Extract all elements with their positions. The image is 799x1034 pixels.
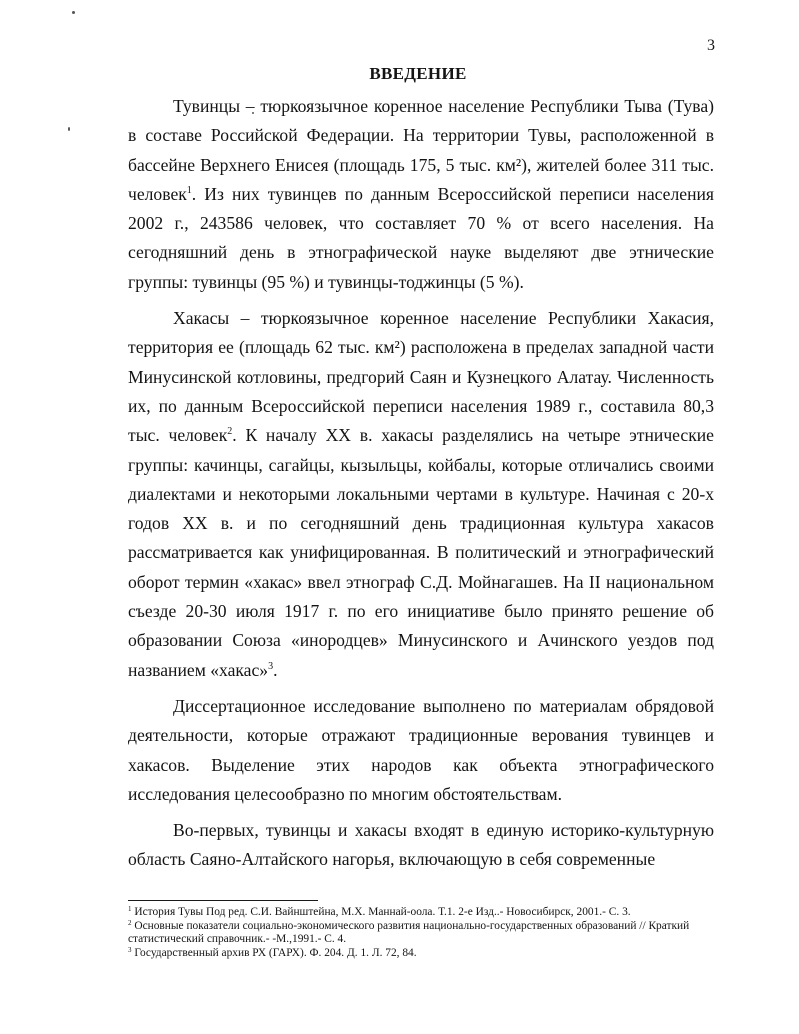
footnote-text: Основные показатели социально-экономического развития национально-государственных образований // Краткий статистический справочник.- -М.,1991.- С. 4.	[128, 919, 690, 945]
footnote-marker: 2	[128, 918, 132, 927]
footnote-reference: 2	[227, 426, 233, 438]
footnote	[128, 947, 718, 961]
paragraph	[128, 692, 714, 809]
paragraph-text: . К началу XX в. хакасы разделялись на четыре этнические группы: качинцы, сагайцы, кызыльцы, койбалы, которые отличались своими диалектами и некоторыми локальными чертами в культуре. Начиная с 20-х годов XX в. и по сегодняшний день традиционная культура хакасов рассматривается как унифицированная. В политический и этнографический оборот термин «хакас» ввел этнограф С.Д. Мойнагашев. На II национальном съезде 20-30 июля 1917 г. по его инициативе было принято решение об образовании Союза «инородцев» Минусинского и Ачинского уездов под названием «хакас»	[128, 425, 714, 680]
footnote-text: История Тувы Под ред. С.И. Вайнштейна, М.Х. Маннай-оола. Т.1. 2-е Изд..- Новосибирск, 2001.- С. 3.	[134, 906, 631, 918]
paragraph-text: Тувинцы – тюркоязычное коренное население Республики Тыва (Тува) в составе Российской Федерации. На территории Тувы, расположенной в бассейне Верхнего Енисея (площадь 175, 5 тыс. км²), жителей более 311 тыс. человек	[128, 96, 714, 204]
footnote-divider	[128, 900, 318, 901]
paragraph	[128, 304, 714, 685]
scan-speck	[72, 11, 75, 14]
footnote-marker: 1	[128, 905, 132, 913]
scan-speck	[68, 127, 70, 131]
paragraph	[128, 92, 714, 297]
paragraph-text: Хакасы – тюркоязычное коренное население Республики Хакасия, территория ее (площадь 62 тыс. км²) расположена в пределах западной части Минусинской котловины, предгорий Саян и Кузнецкого Алатау. Численность их, по данным Всероссийской переписи населения 1989 г., составила 80,3 тыс. человек	[128, 308, 714, 446]
footnote-text: Государственный архив РХ (ГАРХ). Ф. 204. Д. 1. Л. 72, 84.	[134, 946, 417, 959]
paragraph-text: . Из них тувинцев по данным Всероссийской переписи населения 2002 г., 243586 человек, что составляет 70 % от всего населения. На сегодняшний день в этнографической науке выделяют две этнические группы: тувинцы (95 %) и тувинцы-тоджинцы (5 %).	[128, 183, 714, 292]
footnote-marker: 3	[128, 945, 132, 954]
body-text	[128, 92, 714, 875]
page-title: ВВЕДЕНИЕ	[369, 64, 467, 83]
paragraph-text: .	[273, 659, 278, 680]
paragraph-text: Диссертационное исследование выполнено по материалам обрядовой деятельности, которые отражают традиционные верования тувинцев и хакасов. Выделение этих народов как объекта этнографического исследования целесообразно по многим обстоятельствам.	[128, 695, 714, 804]
footnote-reference: 1	[186, 184, 192, 196]
footnotes	[128, 906, 718, 960]
footnote	[128, 920, 718, 947]
footnote-reference: 3	[268, 660, 274, 672]
paragraph-text: Во-первых, тувинцы и хакасы входят в единую историко-культурную область Саяно-Алтайского нагорья, включающую в себя современные	[128, 820, 714, 870]
footnote	[128, 906, 718, 920]
paragraph	[128, 816, 714, 875]
page-number: 3	[707, 37, 715, 54]
